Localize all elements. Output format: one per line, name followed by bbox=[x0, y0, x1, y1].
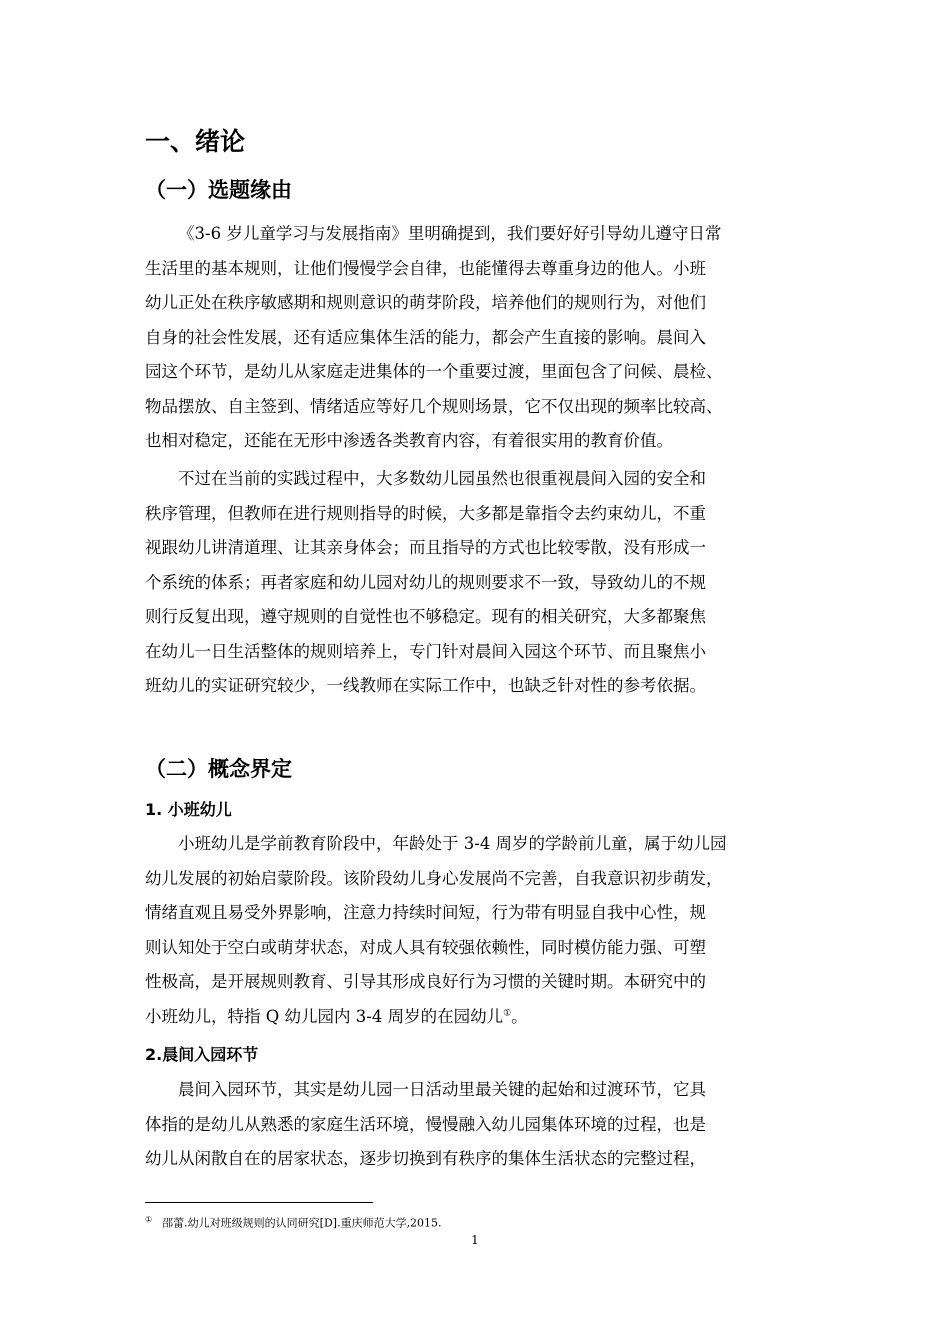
paragraph-line: 视跟幼儿讲清道理、让其亲身体会；而且指导的方式也比较零散，没有形成一 bbox=[145, 538, 706, 557]
section-heading-2: （二）概念界定 bbox=[145, 757, 292, 781]
paragraph-2 bbox=[145, 462, 805, 704]
paragraph-line: 生活里的基本规则，让他们慢慢学会自律，也能懂得去尊重身边的他人。小班 bbox=[145, 258, 706, 278]
paragraph-line: 在幼儿一日生活整体的规则培养上，专门针对晨间入园这个环节、而且聚焦小 bbox=[145, 641, 706, 661]
paragraph-line: 情绪直观且易受外界影响，注意力持续时间短，行为带有明显自我中心性，规 bbox=[145, 903, 706, 922]
line-end: 。 bbox=[511, 1006, 528, 1026]
paragraph-3 bbox=[145, 827, 805, 1034]
paragraph-line: 《3-6 岁儿童学习与发展指南》里明确提到，我们要好好引导幼儿遵守日常 bbox=[178, 224, 722, 243]
footnote-separator bbox=[145, 1202, 373, 1203]
paragraph-line: 性极高，是开展规则教育、引导其形成良好行为习惯的关键时期。本研究中的 bbox=[145, 972, 706, 991]
chapter-heading: 一、绪论 bbox=[145, 127, 246, 156]
footnote-mark: ① bbox=[145, 1215, 153, 1224]
subsection-heading-2: 2.晨间入园环节 bbox=[145, 1045, 259, 1064]
paragraph-line: 幼儿从闲散自在的居家状态，逐步切换到有秩序的集体生活状态的完整过程， bbox=[145, 1149, 706, 1168]
page-number: 1 bbox=[471, 1233, 479, 1247]
paragraph-line: 物品摆放、自主签到、情绪适应等好几个规则场景，它不仅出现的频率比较高、 bbox=[145, 396, 723, 416]
footnote bbox=[145, 1212, 442, 1232]
paragraph-line: 也相对稳定，还能在无形中渗透各类教育内容，有着很实用的教育价值。 bbox=[145, 431, 673, 450]
paragraph-line: 幼儿发展的初始启蒙阶段。该阶段幼儿身心发展尚不完善，自我意识初步萌发， bbox=[145, 868, 723, 888]
paragraph-1 bbox=[145, 217, 805, 459]
section-heading-1: （一）选题缘由 bbox=[145, 178, 292, 202]
paragraph-line: 园这个环节，是幼儿从家庭走进集体的一个重要过渡，里面包含了问候、晨检、 bbox=[145, 362, 723, 381]
paragraph-line: 体指的是幼儿从熟悉的家庭生活环境，慢慢融入幼儿园集体环境的过程，也是 bbox=[145, 1114, 706, 1134]
footnote-text: 邵蕾.幼儿对班级规则的认同研究[D].重庆师范大学,2015. bbox=[162, 1216, 442, 1230]
paragraph-line: 班幼儿的实证研究较少，一线教师在实际工作中，也缺乏针对性的参考依据。 bbox=[145, 676, 706, 695]
paragraph-line: 自身的社会性发展，还有适应集体生活的能力，都会产生直接的影响。晨间入 bbox=[145, 327, 706, 347]
paragraph-line bbox=[145, 1000, 805, 1035]
paragraph-line: 幼儿正处在秩序敏感期和规则意识的萌芽阶段，培养他们的规则行为，对他们 bbox=[145, 293, 706, 312]
paragraph-line: 晨间入园环节，其实是幼儿园一日活动里最关键的起始和过渡环节，它具 bbox=[178, 1080, 706, 1099]
paragraph-line: 秩序管理，但教师在进行规则指导的时候，大多都是靠指令去约束幼儿，不重 bbox=[145, 503, 706, 523]
paragraph-line: 个系统的体系；再者家庭和幼儿园对幼儿的规则要求不一致，导致幼儿的不规 bbox=[145, 572, 706, 592]
paragraph-line: 则行反复出现，遵守规则的自觉性也不够稳定。现有的相关研究，大多都聚焦 bbox=[145, 607, 706, 626]
line-text: 小班幼儿，特指 Q 幼儿园内 3-4 周岁的在园幼儿 bbox=[145, 1006, 504, 1026]
paragraph-line: 则认知处于空白或萌芽状态，对成人具有较强依赖性，同时模仿能力强、可塑 bbox=[145, 937, 706, 957]
paragraph-line: 不过在当前的实践过程中，大多数幼儿园虽然也很重视晨间入园的安全和 bbox=[178, 469, 706, 488]
subsection-heading-1: 1. 小班幼儿 bbox=[145, 800, 232, 819]
paragraph-4 bbox=[145, 1073, 805, 1177]
footnote-reference[interactable]: ① bbox=[503, 1008, 512, 1018]
paragraph-line: 小班幼儿是学前教育阶段中，年龄处于 3-4 周岁的学龄前儿童，属于幼儿园 bbox=[178, 834, 727, 853]
